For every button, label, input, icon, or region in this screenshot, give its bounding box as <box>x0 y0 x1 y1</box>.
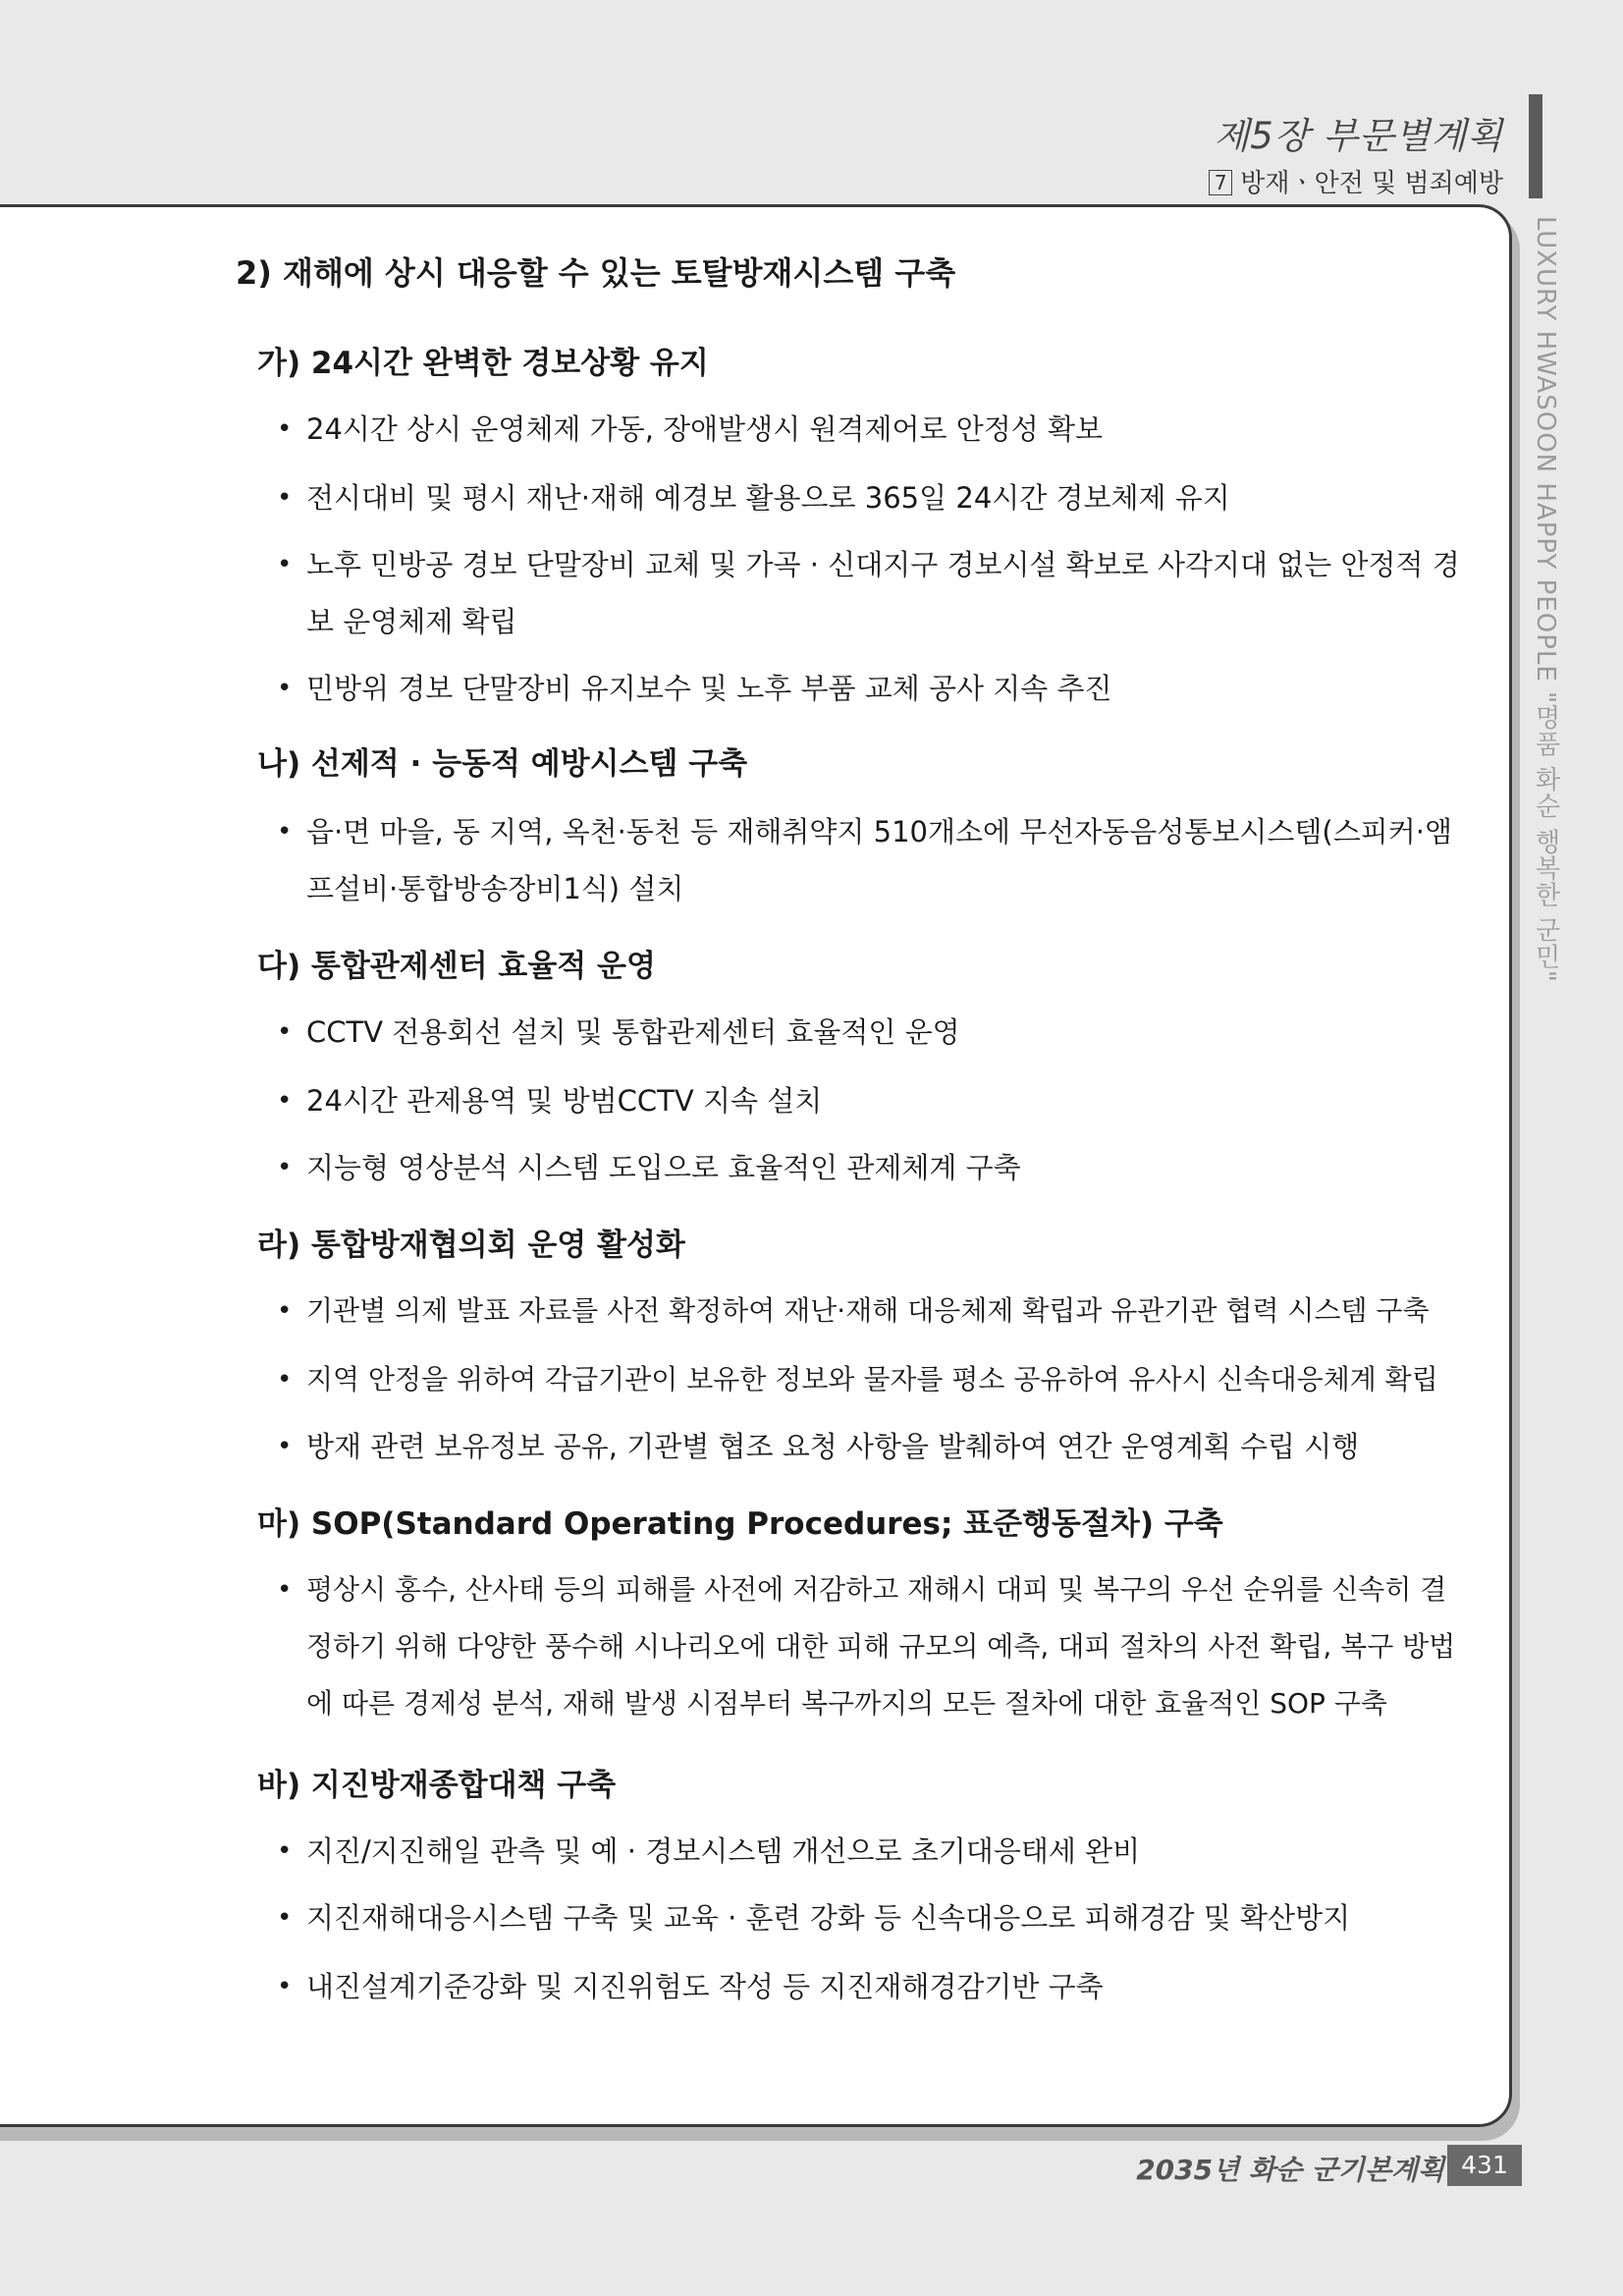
bullet-icon: • <box>277 1086 293 1116</box>
bullet-icon: • <box>277 674 293 703</box>
subsection-title: 가) 24시간 완벽한 경보상황 유지 <box>257 346 709 381</box>
bullet-icon: • <box>277 1153 293 1182</box>
subsection-title: 라) 통합방재협의회 운영 활성화 <box>257 1228 685 1263</box>
list-item: • 24시간 관제용역 및 방범CCTV 지속 설치 <box>277 1072 1455 1129</box>
list-item: • 민방위 경보 단말장비 유지보수 및 노후 부품 교체 공사 지속 추진 <box>277 660 1455 717</box>
subsection-title: 마) SOP(Standard Operating Procedures; 표준행동절차) 구축 <box>257 1506 1223 1542</box>
side-slogan: LUXURY HWASOON HAPPY PEOPLE "명품 화순 행복한 군민" <box>1531 216 1560 983</box>
bullet-icon: • <box>277 1836 293 1866</box>
bullet-icon: • <box>277 414 293 444</box>
bullet-icon: • <box>277 817 293 847</box>
bullet-icon: • <box>277 1903 293 1933</box>
bullet-icon: • <box>277 1575 293 1605</box>
bullet-icon: • <box>277 550 293 579</box>
list-item: • 전시대비 및 평시 재난·재해 예경보 활용으로 365일 24시간 경보체제 유지 <box>277 469 1455 526</box>
list-item: • 24시간 상시 운영체제 가동, 장애발생시 원격제어로 안정성 확보 <box>277 401 1455 458</box>
bullet-icon: • <box>277 1972 293 2001</box>
list-item: • 지능형 영상분석 시스템 도입으로 효율적인 관제체계 구축 <box>277 1139 1455 1196</box>
bullet-icon: • <box>277 1432 293 1461</box>
list-item: • 읍·면 마을, 동 지역, 옥천·동천 등 재해취약지 510개소에 무선자동음성통보시스템(스피커·앰프설비·통합방송장비1식) 설치 <box>277 803 1455 917</box>
list-item: • CCTV 전용회선 설치 및 통합관제센터 효율적인 운영 <box>277 1004 1455 1061</box>
subsection-title: 다) 통합관제센터 효율적 운영 <box>257 949 656 984</box>
section-subtitle <box>1209 163 1503 199</box>
bullet-icon: • <box>277 483 293 513</box>
list-item: • 지역 안정을 위하여 각급기관이 보유한 정보와 물자를 평소 공유하여 유사시 신속대응체계 확립 <box>277 1351 1455 1408</box>
main-heading: 2) 재해에 상시 대응할 수 있는 토탈방재시스템 구축 <box>236 254 956 292</box>
subsection-title: 바) 지진방재종합대책 구축 <box>257 1768 617 1803</box>
list-item: • 노후 민방공 경보 단말장비 교체 및 가곡 · 신대지구 경보시설 확보로 사각지대 없는 안정적 경보 운영체제 확립 <box>277 536 1455 650</box>
section-title: 방재ㆍ안전 및 범죄예방 <box>1240 169 1503 198</box>
list-item: • 지진재해대응시스템 구축 및 교육 · 훈련 강화 등 신속대응으로 피해경감 및 확산방지 <box>277 1889 1455 1946</box>
list-item: • 지진/지진해일 관측 및 예 · 경보시스템 개선으로 초기대응태세 완비 <box>277 1823 1455 1880</box>
list-item: • 방재 관련 보유정보 공유, 기관별 협조 요청 사항을 발췌하여 연간 운영계획 수립 시행 <box>277 1418 1455 1475</box>
header-accent-bar <box>1529 94 1542 198</box>
list-item: • 기관별 의제 발표 자료를 사전 확정하여 재난·재해 대응체제 확립과 유관기관 협력 시스템 구축 <box>277 1283 1455 1339</box>
subsection-title: 나) 선제적 · 능동적 예방시스템 구축 <box>257 746 748 782</box>
page-number: 431 <box>1447 2145 1522 2186</box>
bullet-icon: • <box>277 1365 293 1394</box>
section-number-box: 7 <box>1209 170 1232 195</box>
bullet-icon: • <box>277 1017 293 1047</box>
bullet-icon: • <box>277 1296 293 1326</box>
list-item: • 평상시 홍수, 산사태 등의 피해를 사전에 저감하고 재해시 대피 및 복구의 우선 순위를 신속히 결정하기 위해 다양한 풍수해 시나리오에 대한 피해 규모의 예측, 대피 절차의 사전 확립, 복구 방법에 따른 경제성 분석, 재해 발생 시점부터 복구까지의 모든 절차에 대한 효율적인 SOP 구축 <box>277 1561 1455 1732</box>
list-item: • 내진설계기준강화 및 지진위험도 작성 등 지진재해경감기반 구축 <box>277 1958 1455 2015</box>
chapter-title: 제5장 부문별계획 <box>1214 115 1503 157</box>
footer-document-title: 2035년 화순 군기본계획 <box>1136 2154 1444 2186</box>
